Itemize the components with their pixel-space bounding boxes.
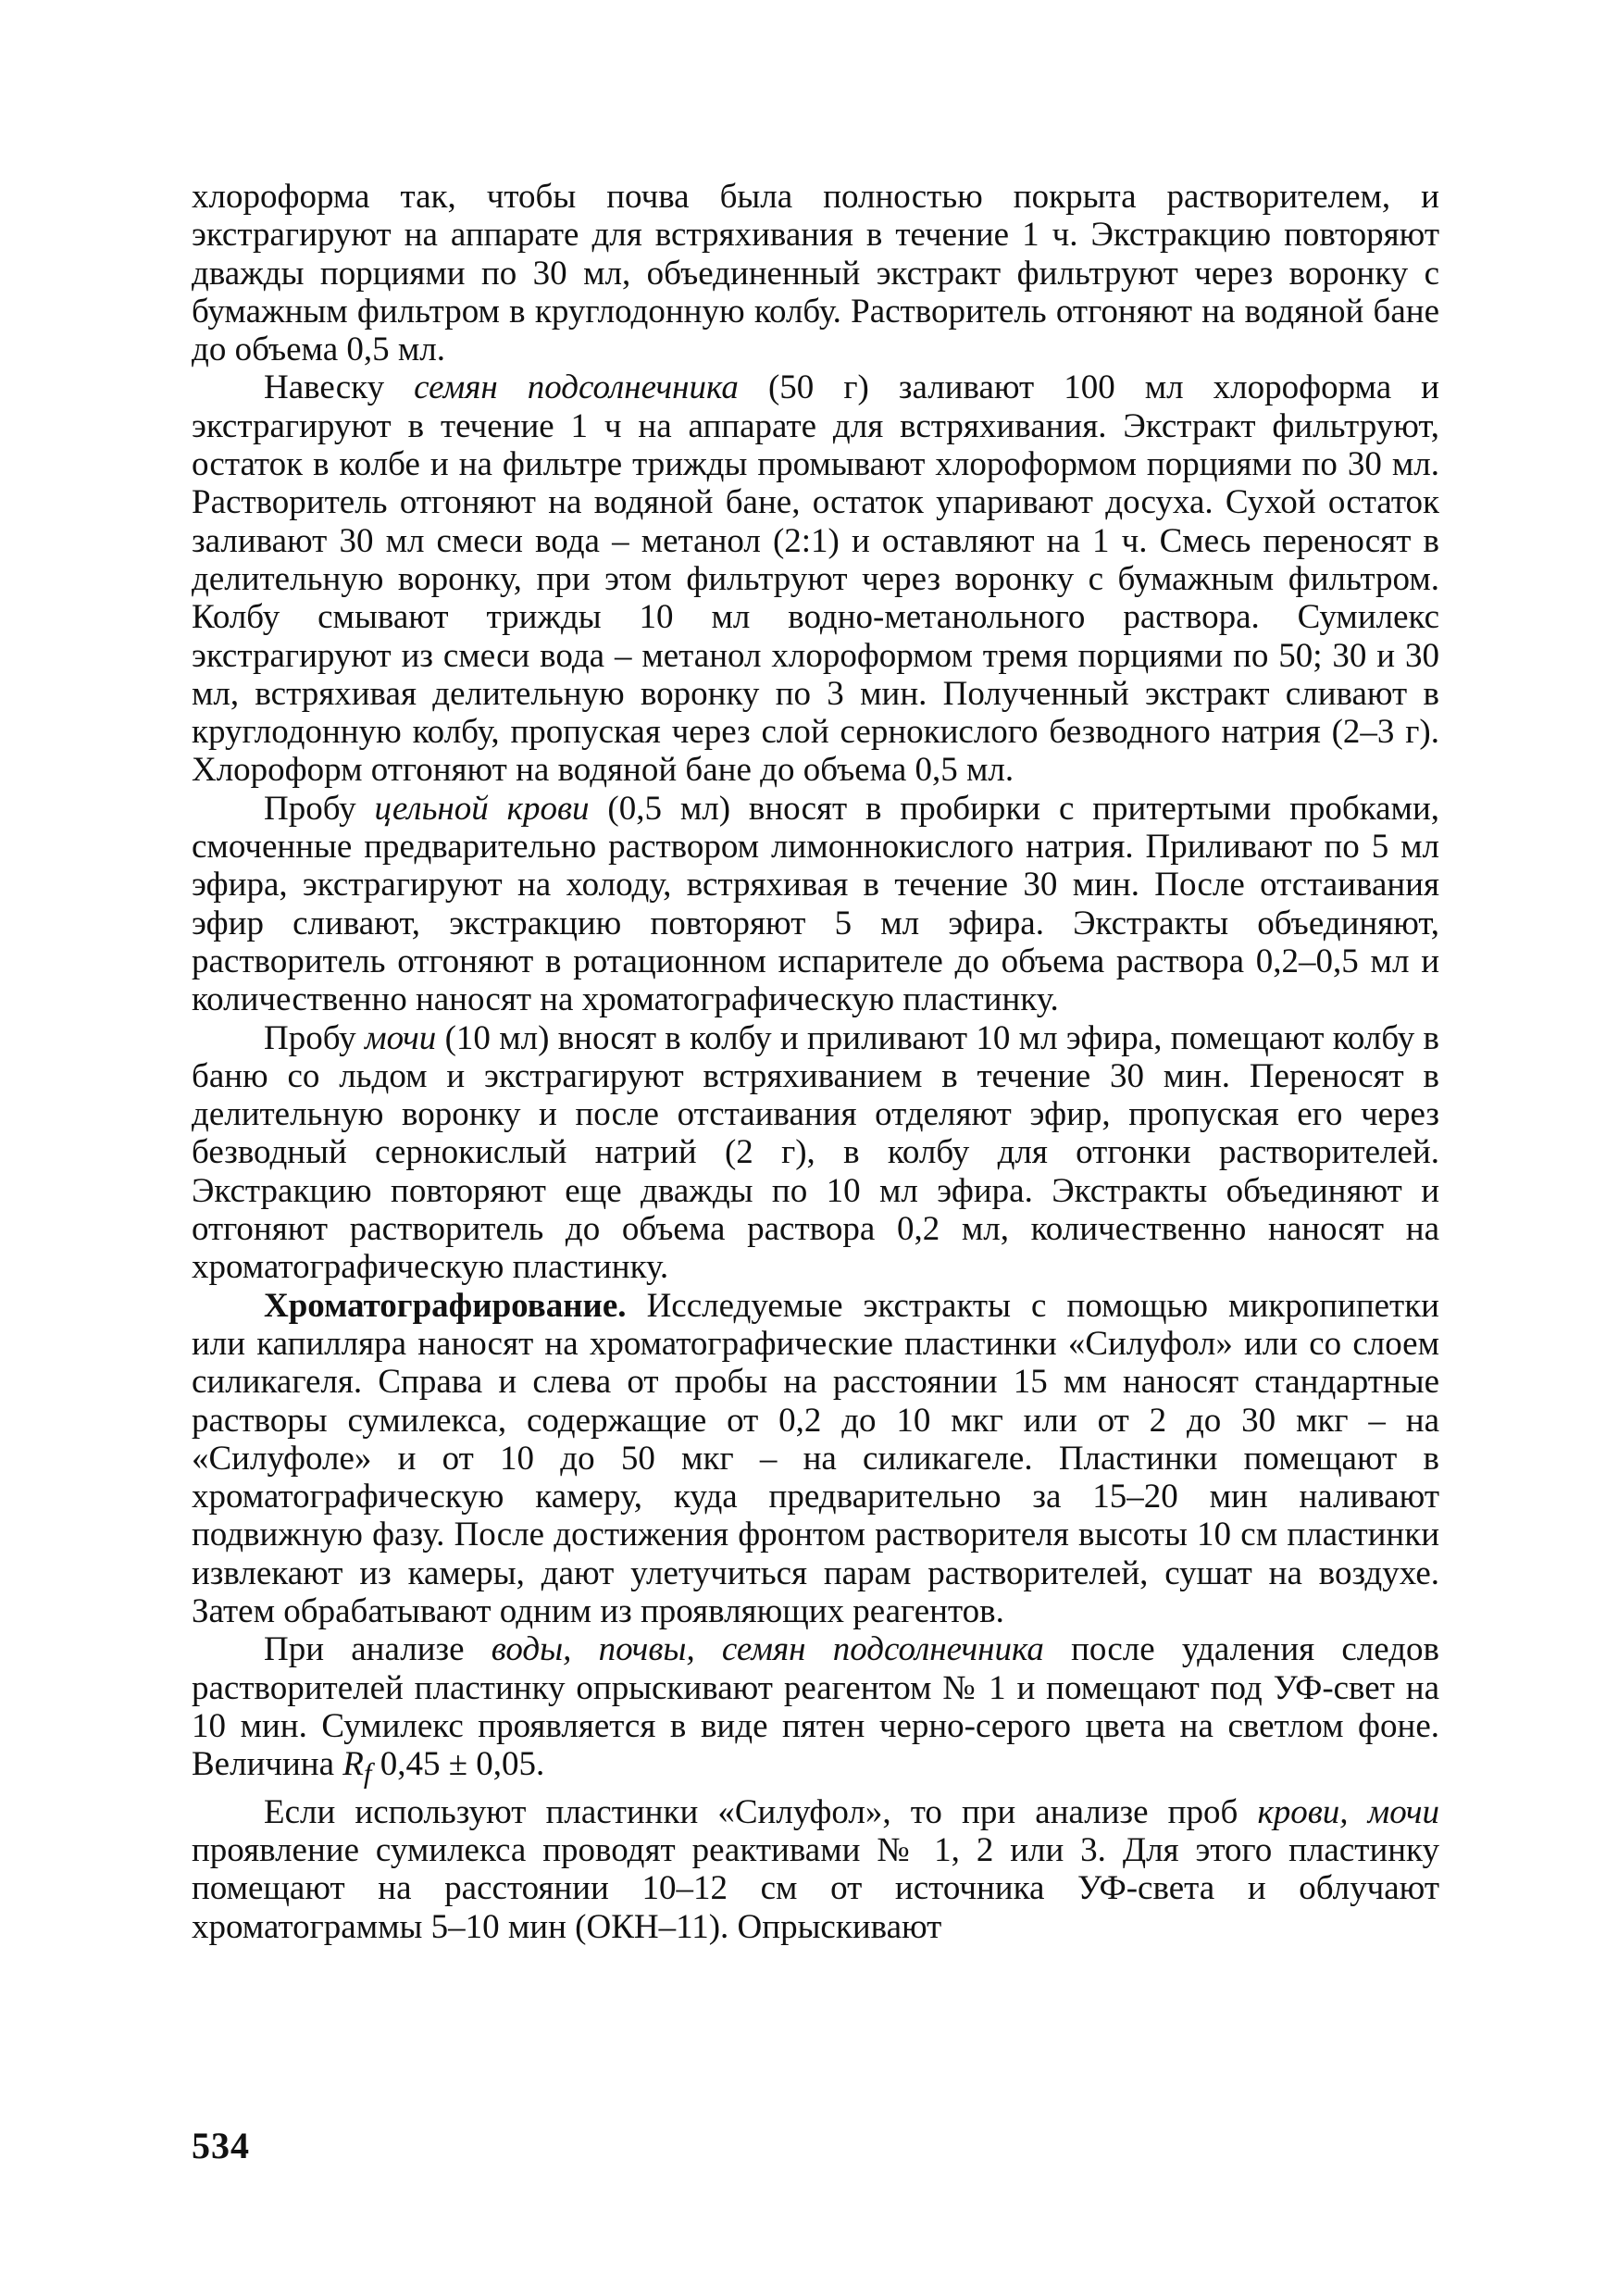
- paragraph-urine: Пробу мочи (10 мл) вносят в колбу и приливают 10 мл эфира, помещают колбу в баню со льдом и экстрагируют встряхиванием в течение 30 мин. Переносят в делительную воронку и после отстаивания отделяют эфир, пропуская его через безводный сернокислый натрий (2 г), в колбу для отгонки растворителей. Экстракцию повторяют еще дважды по 10 мл эфира. Экстракты объединяют и отгоняют растворитель до объема раствора 0,2 мл, количественно наносят на хроматографическую пластинку.: [192, 1018, 1440, 1287]
- emphasis-urine: мочи: [364, 1018, 437, 1057]
- paragraph-soil-extraction: хлороформа так, чтобы почва была полностью покрыта растворителем, и экстрагируют на аппарате для встряхивания в течение 1 ч. Экстракцию повторяют дважды порциями по 30 мл, объединенный экстракт фильтруют через воронку с бумажным фильтром в круглодонную колбу. Растворитель отгоняют на водяной бане до объема 0,5 мл.: [192, 178, 1439, 369]
- rf-subscript: f: [363, 1757, 372, 1790]
- body-text: [192, 178, 1439, 1946]
- paragraph-sunflower-seeds: Навеску семян подсолнечника (50 г) заливают 100 мл хлороформа и экстрагируют в течение 1 ч на аппарате для встряхивания. Экстракт фильтруют, остаток в колбе и на фильтре трижды промывают хлороформом порциями по 30 мл. Растворитель отгоняют на водяной бане, остаток упаривают досуха. Сухой остаток заливают 30 мл смеси вода – метанол (2:1) и оставляют на 1 ч. Смесь переносят в делительную воронку, при этом фильтруют через воронку с бумажным фильтром. Колбу смывают трижды 10 мл водно-метанольного раствора. Сумилекс экстрагируют из смеси вода – метанол хлороформом тремя порциями по 50; 30 и 30 мл, встряхивая делительную воронку по 3 мин. Полученный экстракт сливают в круглодонную колбу, пропуская через слой сернокислого безводного натрия (2–3 г). Хлороформ отгоняют на водяной бане до объема 0,5 мл.: [192, 368, 1439, 790]
- section-heading-chromatography: Хроматографирование.: [264, 1286, 627, 1325]
- emphasis-blood-urine: крови, мочи: [1257, 1792, 1439, 1831]
- emphasis-whole-blood: цельной крови: [374, 789, 590, 828]
- page-number: 534: [192, 2125, 250, 2166]
- emphasis-sunflower-seeds: семян подсолнечника: [414, 368, 739, 407]
- paragraph-blood-urine-analysis: Если используют пластинки «Силуфол», то при анализе проб крови, мочи проявление сумилекса проводят реактивами № 1, 2 или 3. Для этого пластинку помещают на расстоянии 10–12 см от источника УФ-света и облучают хроматограммы 5–10 мин (ОКН–11). Опрыскивают: [192, 1792, 1439, 1946]
- paragraph-whole-blood: Пробу цельной крови (0,5 мл) вносят в пробирки с притертыми пробками, смоченные предварительно раствором лимоннокислого натрия. Приливают по 5 мл эфира, экстрагируют на холоду, встряхивая в течение 30 мин. После отстаивания эфир сливают, экстракцию повторяют 5 мл эфира. Экстракты объединяют, растворитель отгоняют в ротационном испарителе до объема раствора 0,2–0,5 мл и количественно наносят на хроматографическую пластинку.: [192, 789, 1440, 1019]
- rf-symbol: R: [342, 1745, 364, 1784]
- paragraph-chromatography: Хроматографирование. Исследуемые экстракты с помощью микропипетки или капилляра наносят на хроматографические пластинки «Силуфол» или со слоем силикагеля. Справа и слева от пробы на расстоянии 15 мм наносят стандартные растворы сумилекса, содержащие от 0,2 до 10 мкг или от 2 до 30 мкг – на «Силуфоле» и от 10 до 50 мкг – на силикагеле. Пластинки помещают в хроматографическую камеру, куда предварительно за 15–20 мин наливают подвижную фазу. После достижения фронтом растворителя высоты 10 см пластинки извлекают из камеры, дают улетучиться парам растворителей, сушат на воздухе. Затем обрабатывают одним из проявляющих реагентов.: [192, 1286, 1439, 1630]
- emphasis-water-soil-seeds: воды, почвы, семян подсолнечника: [491, 1630, 1044, 1669]
- paragraph-water-soil-seeds-analysis: При анализе воды, почвы, семян подсолнечника после удаления следов растворителей пластинку опрыскивают реагентом № 1 и помещают под УФ-свет на 10 мин. Сумилекс проявляется в виде пятен черно-серого цвета на светлом фоне. Величина $R_f$ 0,45 ± 0,05.: [192, 1630, 1439, 1790]
